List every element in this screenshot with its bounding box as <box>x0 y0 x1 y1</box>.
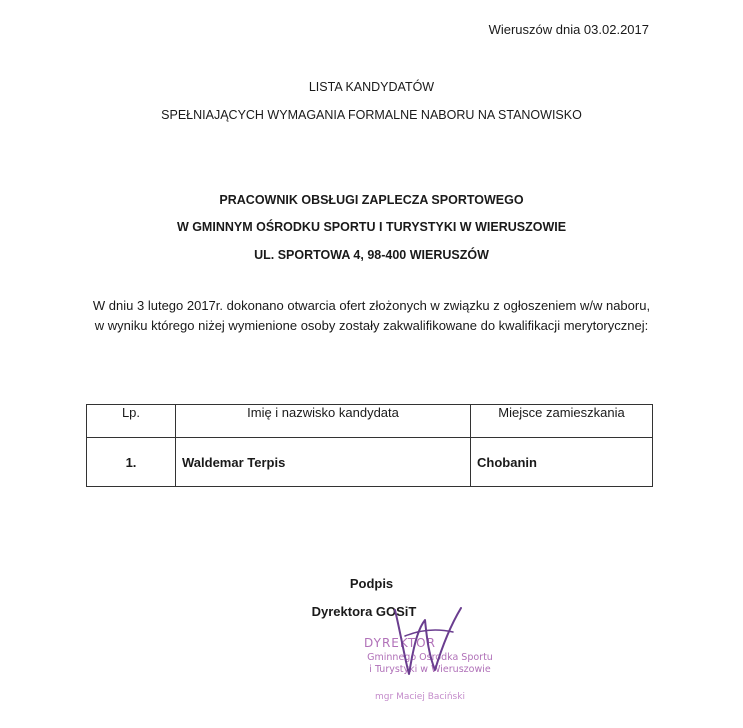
cell-residence: Chobanin <box>471 438 653 487</box>
stamp-name: mgr Maciej Baciński <box>375 692 465 702</box>
position-name: PRACOWNIK OBSŁUGI ZAPLECZA SPORTOWEGO <box>219 193 524 207</box>
cell-lp: 1. <box>87 438 176 487</box>
table-row <box>87 438 653 487</box>
table-header-row <box>87 405 653 438</box>
header-cell-name: Imię i nazwisko kandydata <box>176 405 471 438</box>
title-line-1: LISTA KANDYDATÓW <box>308 80 435 94</box>
position-employer: W GMINNYM OŚRODKU SPORTU I TURYSTYKI W WIERUSZOWIE <box>176 220 567 234</box>
stamp-line-1: Gminnego Ośrodka Sportu <box>367 652 493 663</box>
cell-candidate-name: Waldemar Terpis <box>176 438 471 487</box>
header-cell-lp: Lp. <box>87 405 176 438</box>
signature-role: Dyrektora GOSiT <box>311 604 417 619</box>
document-date: Wieruszów dnia 03.02.2017 <box>488 22 649 37</box>
body-text-line-2: w wyniku którego niżej wymienione osoby zostały zakwalifikowane do kwalifikacji merytorycznej: <box>94 318 649 333</box>
header-cell-place: Miejsce zamieszkania <box>471 405 653 438</box>
handwritten-signature <box>365 590 485 680</box>
title-line-2: SPEŁNIAJĄCYCH WYMAGANIA FORMALNE NABORU NA STANOWISKO <box>161 108 582 122</box>
stamp-line-2: i Turystyki w Wieruszowie <box>369 664 491 675</box>
position-address: UL. SPORTOWA 4, 98-400 WIERUSZÓW <box>254 248 489 262</box>
signature-label: Podpis <box>349 576 394 591</box>
body-text-line-1: W dniu 3 lutego 2017r. dokonano otwarcia ofert złożonych w związku z ogłoszeniem w/w naboru, <box>92 298 651 313</box>
candidates-table <box>86 404 653 487</box>
stamp-title: DYREKTOR <box>364 636 436 650</box>
